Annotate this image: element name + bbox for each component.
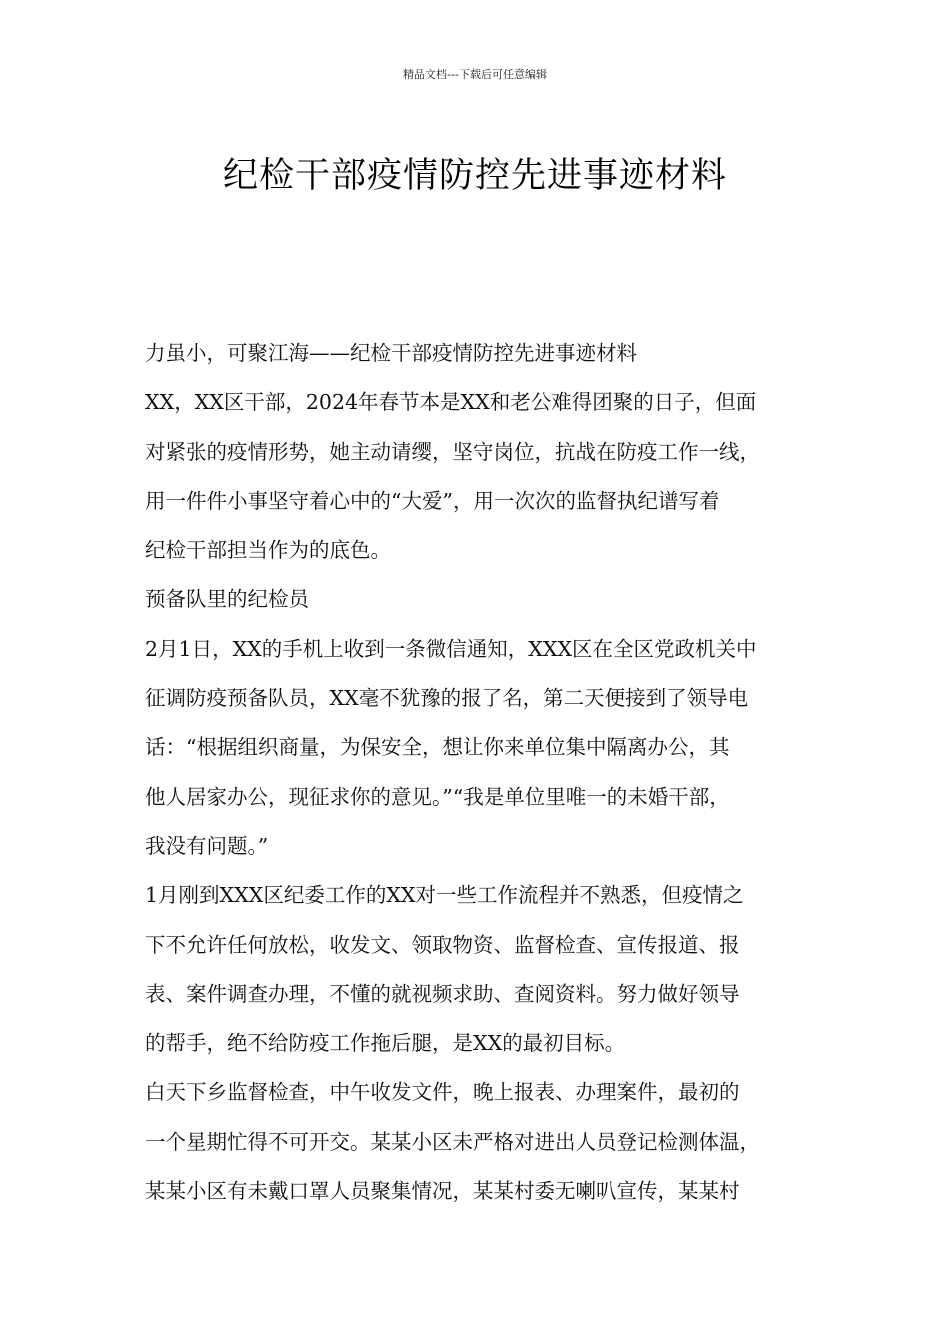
body-line: 白天下乡监督检查，中午收发文件，晚上报表、办理案件，最初的 <box>145 1080 740 1105</box>
body-line: 对紧张的疫情形势，她主动请缨，坚守岗位，抗战在防疫工作一线， <box>145 439 760 464</box>
header-note: 精品文档---下载后可任意编辑 <box>403 68 547 81</box>
body-line: 表、案件调查办理，不懂的就视频求助、查阅资料。努力做好领导 <box>145 981 740 1006</box>
body-line: XX，XX区干部，2024年春节本是XX和老公难得团聚的日子，但面 <box>145 390 757 415</box>
body-line: 某某小区有未戴口罩人员聚集情况，某某村委无喇叭宣传，某某村 <box>145 1179 740 1204</box>
document-body <box>145 329 825 1216</box>
body-line: 下不允许任何放松，收发文、领取物资、监督检查、宣传报道、报 <box>145 932 740 957</box>
body-line: 的帮手，绝不给防疫工作拖后腿，是XX的最初目标。 <box>145 1031 626 1056</box>
document-title: 纪检干部疫情防控先进事迹材料 <box>222 156 727 197</box>
body-line: 预备队里的纪检员 <box>145 587 309 612</box>
body-line: 2月1日，XX的手机上收到一条微信通知，XXX区在全区党政机关中 <box>145 636 757 661</box>
body-line: 纪检干部担当作为的底色。 <box>145 538 391 563</box>
body-line: 话：“根据组织商量，为保安全，想让你来单位集中隔离办公，其 <box>145 735 730 760</box>
body-line: 他人居家办公，现征求你的意见。”“我是单位里唯一的未婚干部， <box>145 784 730 809</box>
body-line: 征调防疫预备队员，XX毫不犹豫的报了名，第二天便接到了领导电 <box>145 686 749 711</box>
body-line: 一个星期忙得不可开交。某某小区未严格对进出人员登记检测体温， <box>145 1129 760 1154</box>
body-line: 我没有问题。” <box>145 833 269 858</box>
body-line: 用一件件小事坚守着心中的“大爱”，用一次次的监督执纪谱写着 <box>145 488 720 513</box>
body-line: 1月刚到XXX区纪委工作的XX对一些工作流程并不熟悉，但疫情之 <box>145 883 744 908</box>
body-line: 力虽小，可聚江海——纪检干部疫情防控先进事迹材料 <box>145 341 637 365</box>
